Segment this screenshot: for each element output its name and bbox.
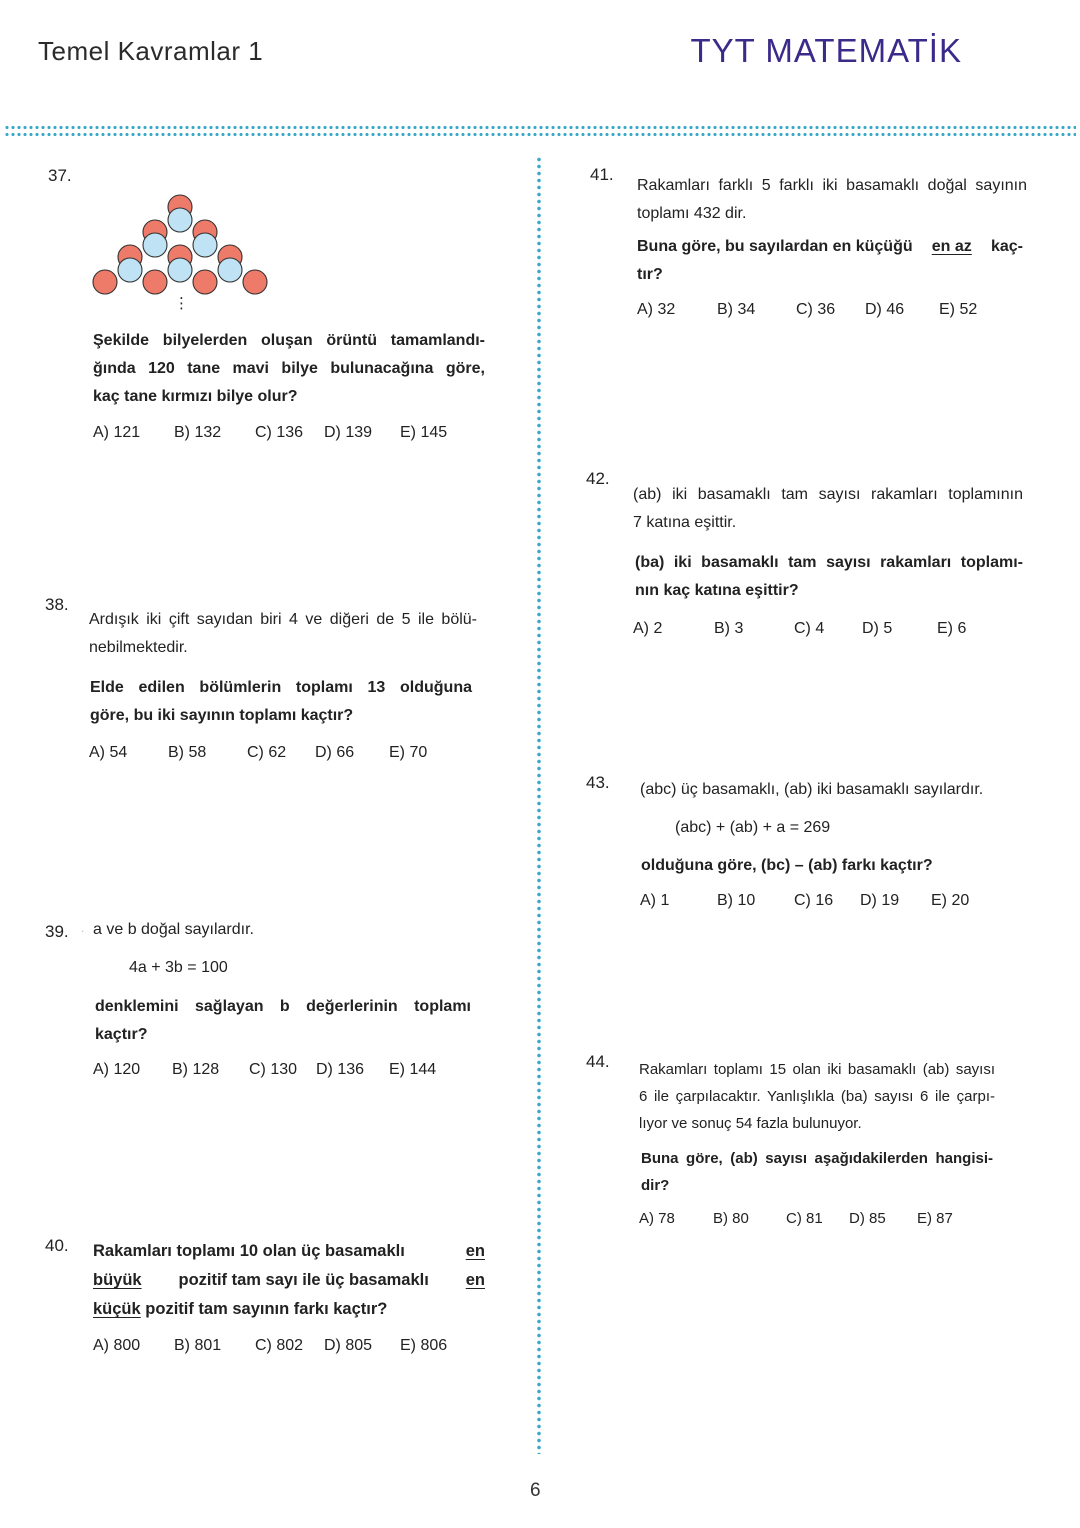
question-44-line: Rakamları toplamı 15 olan iki basamaklı (ab) sayısı: [639, 1061, 995, 1078]
blue-ball: [118, 258, 142, 282]
option-e[interactable]: E) 52: [939, 301, 978, 318]
red-ball: [143, 270, 167, 294]
question-38-text: [90, 674, 472, 730]
question-43-equation: (abc) + (ab) + a = 269: [675, 819, 831, 836]
question-40-part: Rakamları toplamı 10 olan üç basamaklı: [93, 1242, 405, 1260]
option-c[interactable]: C) 802: [255, 1337, 304, 1354]
question-41-line: Rakamları farklı 5 farklı iki basamaklı doğal sayının: [637, 177, 1027, 194]
option-d[interactable]: D) 46: [865, 301, 905, 318]
question-41-emphasis: en az: [931, 238, 972, 255]
question-39-line: kaçtır?: [95, 1026, 148, 1043]
option-c[interactable]: C) 81: [786, 1210, 823, 1227]
question-44-line: lıyor ve sonuç 54 fazla bulunuyor.: [639, 1115, 862, 1132]
question-39-mark: .: [81, 921, 85, 935]
question-42-line: (ab) iki basamaklı tam sayısı rakamları toplamının: [633, 486, 1023, 503]
blue-ball: [193, 233, 217, 257]
header-divider: [4, 124, 1076, 138]
option-e[interactable]: E) 806: [400, 1337, 448, 1354]
option-b[interactable]: B) 10: [717, 892, 756, 909]
question-41-line: toplamı 432 dir.: [637, 205, 747, 222]
question-38-stem: [89, 606, 477, 662]
question-41-line: [637, 233, 1023, 261]
question-41-line: tır?: [637, 266, 663, 283]
option-c[interactable]: C) 4: [794, 620, 825, 637]
question-42-line: 7 katına eşittir.: [633, 514, 737, 531]
option-b[interactable]: B) 132: [174, 424, 222, 441]
question-42-line: (ba) iki basamaklı tam sayısı rakamları toplamı-: [635, 554, 1023, 571]
option-a[interactable]: A) 32: [637, 301, 676, 318]
column-divider: [535, 156, 543, 1454]
question-44-line: 6 ile çarpılacaktır. Yanlışlıkla (ba) sayısı 6 ile çarpı-: [639, 1088, 995, 1105]
option-b[interactable]: B) 3: [714, 620, 744, 637]
question-40-text: [93, 1237, 485, 1324]
question-43-number: 43.: [586, 773, 610, 792]
option-a[interactable]: A) 1: [640, 892, 670, 909]
option-a[interactable]: A) 120: [93, 1061, 141, 1078]
question-38-line: nebilmektedir.: [89, 639, 188, 656]
option-c[interactable]: C) 62: [247, 744, 287, 761]
question-40-line: [93, 1266, 485, 1295]
option-a[interactable]: A) 54: [89, 744, 128, 761]
option-d[interactable]: D) 85: [849, 1210, 886, 1227]
question-44-stem: [639, 1056, 995, 1137]
option-b[interactable]: B) 801: [174, 1337, 222, 1354]
blue-ball: [143, 233, 167, 257]
question-38-line: göre, bu iki sayının toplamı kaçtır?: [90, 707, 354, 724]
ball-pattern-figure: [88, 190, 274, 302]
option-e[interactable]: E) 70: [389, 744, 428, 761]
option-b[interactable]: B) 80: [713, 1210, 749, 1227]
question-39-text: [95, 993, 471, 1049]
option-d[interactable]: D) 136: [316, 1061, 365, 1078]
question-42-number: 42.: [586, 469, 610, 488]
question-42-text: [635, 549, 1023, 605]
question-42-stem: [633, 481, 1023, 537]
question-37-number: 37.: [48, 166, 72, 185]
red-ball: [193, 270, 217, 294]
question-38-line: Ardışık iki çift sayıdan biri 4 ve diğeri de 5 ile bölü-: [89, 611, 477, 628]
question-37-line: Şekilde bilyelerden oluşan örüntü tamamlandı-: [93, 332, 485, 349]
option-c[interactable]: C) 130: [249, 1061, 298, 1078]
question-37-line: kaç tane kırmızı bilye olur?: [93, 388, 298, 405]
page-number: 6: [530, 1480, 541, 1501]
red-ball: [93, 270, 117, 294]
question-41-text: [637, 233, 1023, 289]
option-d[interactable]: D) 805: [324, 1337, 373, 1354]
red-ball: [243, 270, 267, 294]
option-e[interactable]: E) 20: [931, 892, 970, 909]
question-38-number: 38.: [45, 595, 69, 614]
question-43-stem: (abc) üç basamaklı, (ab) iki basamaklı sayılardır.: [640, 781, 984, 798]
option-a[interactable]: A) 78: [639, 1210, 675, 1227]
option-e[interactable]: E) 144: [389, 1061, 437, 1078]
option-a[interactable]: A) 121: [93, 424, 141, 441]
question-39-equation: 4a + 3b = 100: [129, 959, 228, 976]
question-39-stem: a ve b doğal sayılardır.: [93, 921, 254, 938]
question-38-line: Elde edilen bölümlerin toplamı 13 olduğuna: [90, 679, 472, 696]
option-a[interactable]: A) 800: [93, 1337, 141, 1354]
option-e[interactable]: E) 87: [917, 1210, 953, 1227]
question-40-part: pozitif tam sayı ile üç basamaklı: [178, 1271, 429, 1289]
question-44-text: [641, 1145, 993, 1199]
option-c[interactable]: C) 136: [255, 424, 304, 441]
question-41-number: 41.: [590, 165, 614, 184]
question-43-text: olduğuna göre, (bc) – (ab) farkı kaçtır?: [641, 857, 933, 874]
question-41-part: kaç-: [990, 238, 1023, 255]
question-44-line: dir?: [641, 1177, 670, 1194]
option-b[interactable]: B) 34: [717, 301, 756, 318]
question-42-line: nın kaç katına eşittir?: [635, 582, 799, 599]
option-e[interactable]: E) 6: [937, 620, 967, 637]
blue-ball: [168, 258, 192, 282]
pattern-continuation-dots: ⋮: [174, 295, 189, 312]
question-41-stem: [637, 172, 1027, 228]
question-41-part: Buna göre, bu sayılardan en küçüğü: [637, 238, 913, 255]
question-37-text: [93, 327, 485, 411]
option-e[interactable]: E) 145: [400, 424, 448, 441]
option-d[interactable]: D) 19: [860, 892, 900, 909]
option-c[interactable]: C) 36: [796, 301, 836, 318]
question-44-number: 44.: [586, 1052, 610, 1071]
option-a[interactable]: A) 2: [633, 620, 663, 637]
question-39-line: denklemini sağlayan b değerlerinin toplamı: [95, 998, 471, 1015]
question-40-emphasis: büyük: [93, 1271, 142, 1289]
question-40-emphasis: en: [465, 1271, 485, 1289]
option-d[interactable]: D) 5: [862, 620, 893, 637]
option-c[interactable]: C) 16: [794, 892, 834, 909]
question-40-emphasis: en: [465, 1242, 485, 1260]
question-40-number: 40.: [45, 1236, 69, 1255]
question-40-part: pozitif tam sayının farkı kaçtır?: [145, 1300, 388, 1318]
question-39-number: 39.: [45, 922, 69, 941]
question-40-line: [93, 1237, 485, 1266]
option-d[interactable]: D) 139: [324, 424, 373, 441]
question-44-line: Buna göre, (ab) sayısı aşağıdakilerden hangisi-: [641, 1150, 993, 1167]
question-40-line: [93, 1295, 485, 1324]
unit-title: Temel Kavramlar 1: [38, 36, 264, 66]
option-b[interactable]: B) 58: [168, 744, 207, 761]
option-d[interactable]: D) 66: [315, 744, 355, 761]
question-40-emphasis: küçük: [93, 1300, 141, 1318]
question-37-line: ğında 120 tane mavi bilye bulunacağına göre,: [93, 360, 485, 377]
blue-ball: [218, 258, 242, 282]
subject-title: TYT MATEMATİK: [690, 32, 962, 69]
option-b[interactable]: B) 128: [172, 1061, 220, 1078]
blue-ball: [168, 208, 192, 232]
